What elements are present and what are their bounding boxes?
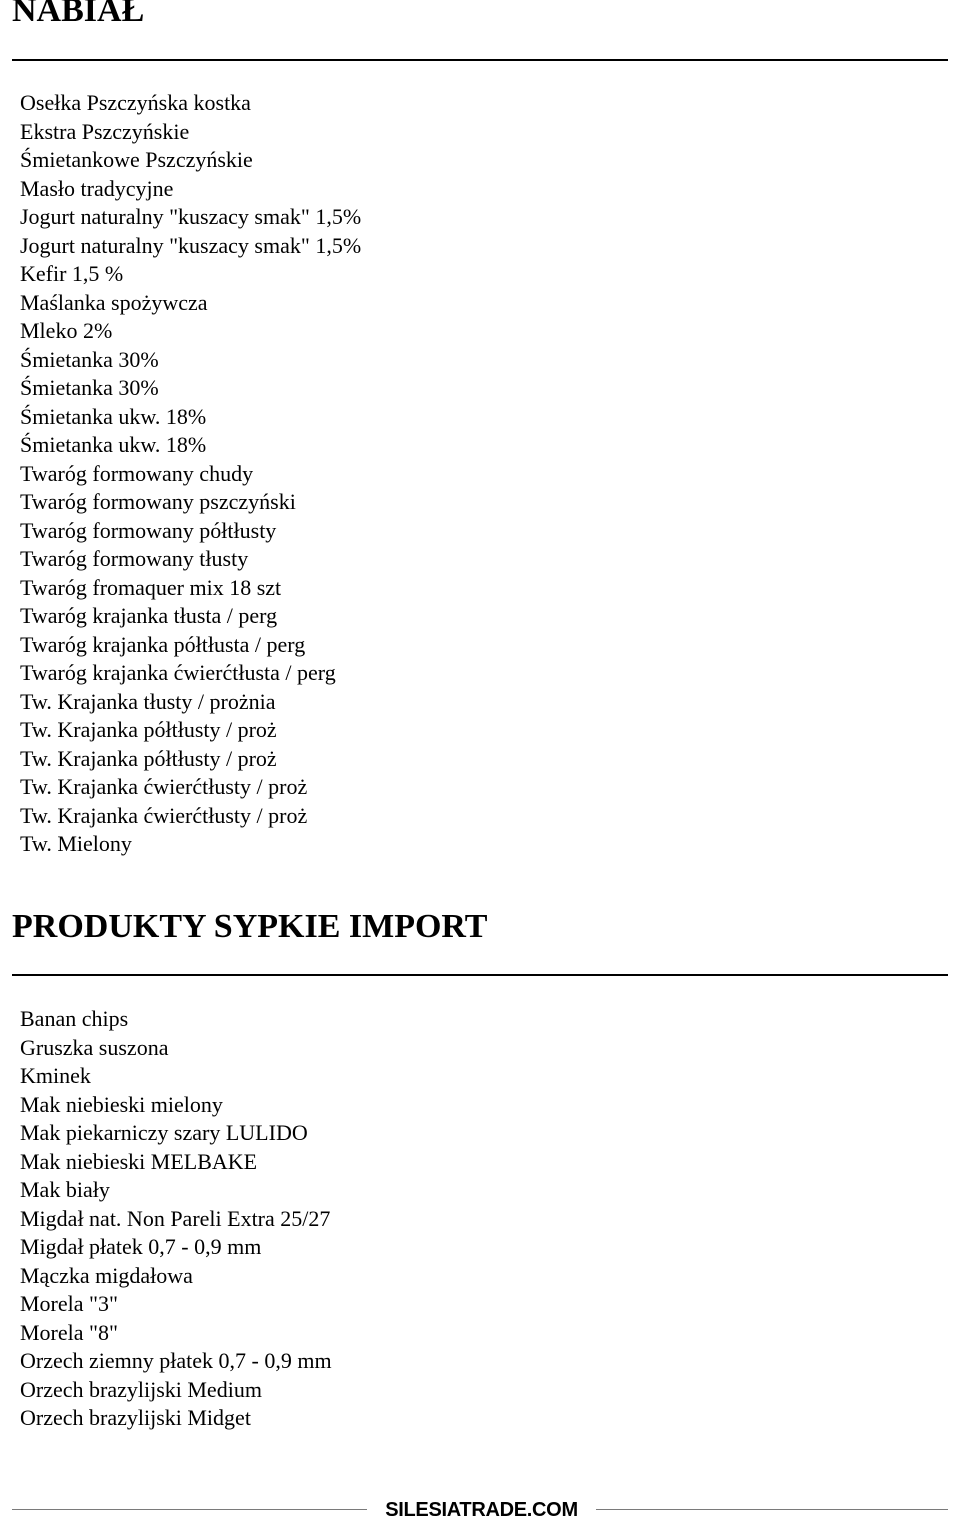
- list-item: Tw. Krajanka ćwierćtłusty / proż: [20, 802, 308, 828]
- list-item: Migdał nat. Non Pareli Extra 25/27: [20, 1205, 331, 1231]
- list-item: Twaróg krajanka półtłusta / perg: [20, 631, 306, 657]
- list-item: Twaróg krajanka ćwierćtłusta / perg: [20, 660, 336, 685]
- list-item: Mak niebieski MELBAKE: [20, 1148, 258, 1174]
- list-item: Mleko 2%: [20, 318, 113, 343]
- list-item: Mączka migdałowa: [20, 1262, 193, 1288]
- product-list-nabial: [20, 89, 361, 859]
- list-item: Twaróg formowany chudy: [20, 460, 254, 486]
- list-item: Jogurt naturalny "kuszacy smak" 1,5%: [20, 204, 362, 229]
- list-item: Mak piekarniczy szary LULIDO: [20, 1120, 308, 1145]
- list-item: Śmietanka 30%: [20, 346, 159, 372]
- list-item: Tw. Krajanka ćwierćtłusty / proż: [20, 774, 308, 799]
- list-item: Morela "8": [20, 1319, 118, 1345]
- list-item: Twaróg formowany półtłusty: [20, 517, 277, 543]
- list-item: Tw. Krajanka półtłusty / proż: [20, 717, 277, 742]
- list-item: Śmietankowe Pszczyńskie: [20, 147, 253, 172]
- section-title-produkty-sypkie-import: PRODUKTY SYPKIE IMPORT: [12, 908, 488, 945]
- footer-rule-left: [12, 1509, 367, 1510]
- list-item: Twaróg krajanka tłusta / perg: [20, 603, 278, 628]
- list-item: Śmietanka 30%: [20, 375, 159, 400]
- list-item: Twaróg fromaquer mix 18 szt: [20, 574, 282, 600]
- list-item: Migdał płatek 0,7 - 0,9 mm: [20, 1234, 262, 1259]
- footer-brand-text: SILESIATRADE.COM: [385, 1499, 578, 1521]
- list-item: Orzech brazylijski Medium: [20, 1376, 262, 1402]
- list-item: Orzech brazylijski Midget: [20, 1405, 251, 1430]
- list-item: Orzech ziemny płatek 0,7 - 0,9 mm: [20, 1348, 332, 1373]
- list-item: Śmietanka ukw. 18%: [20, 432, 207, 457]
- list-item: Mak niebieski mielony: [20, 1091, 223, 1117]
- product-list-produkty-sypkie-import: [20, 1005, 332, 1433]
- list-item: Śmietanka ukw. 18%: [20, 403, 207, 429]
- list-item: Twaróg formowany pszczyński: [20, 489, 296, 514]
- section-divider: [12, 59, 948, 61]
- section-divider: [12, 974, 948, 976]
- list-item: Maślanka spożywcza: [20, 289, 208, 315]
- list-item: Kefir 1,5 %: [20, 261, 124, 286]
- list-item: Osełka Pszczyńska kostka: [20, 90, 251, 115]
- list-item: Morela "3": [20, 1291, 118, 1316]
- list-item: Mak biały: [20, 1177, 110, 1202]
- list-item: Tw. Krajanka półtłusty / proż: [20, 745, 277, 771]
- list-item: Tw. Mielony: [20, 831, 132, 856]
- list-item: Jogurt naturalny "kuszacy smak" 1,5%: [20, 232, 362, 258]
- section-title-nabial: NABIAŁ: [12, 0, 145, 29]
- list-item: Twaróg formowany tłusty: [20, 546, 249, 571]
- footer-rule-right: [596, 1509, 948, 1510]
- list-item: Masło tradycyjne: [20, 175, 174, 201]
- list-item: Kminek: [20, 1063, 91, 1088]
- list-item: Tw. Krajanka tłusty / prożnia: [20, 688, 276, 714]
- list-item: Ekstra Pszczyńskie: [20, 118, 190, 144]
- list-item: Banan chips: [20, 1006, 129, 1031]
- list-item: Gruszka suszona: [20, 1034, 169, 1060]
